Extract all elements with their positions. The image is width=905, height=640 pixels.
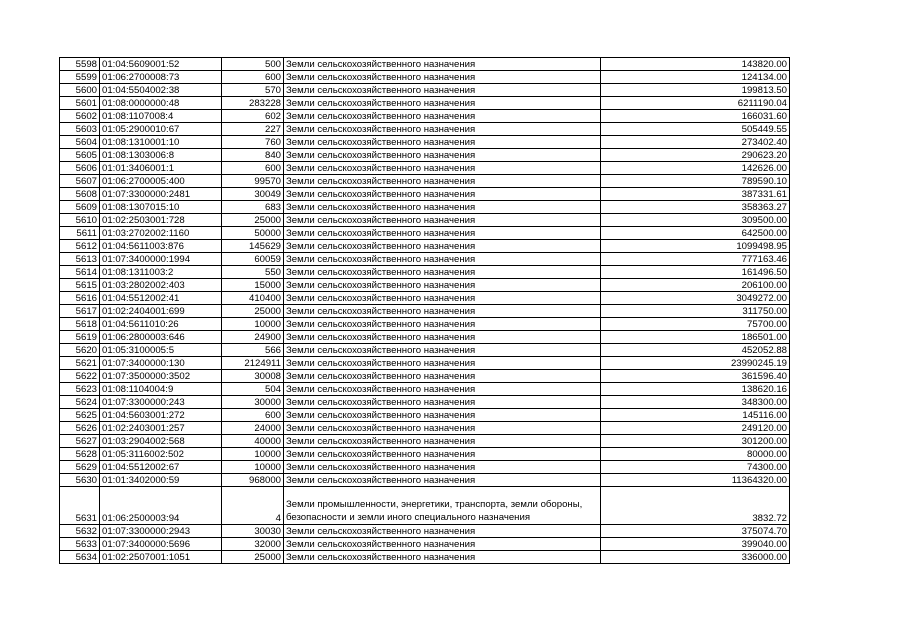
row-number-cell: 5614 bbox=[60, 266, 100, 279]
table-row bbox=[60, 461, 790, 474]
area-cell: 25000 bbox=[222, 305, 284, 318]
table-row bbox=[60, 227, 790, 240]
table-row bbox=[60, 331, 790, 344]
land-category-cell: Земли сельскохозяйственного назначения bbox=[284, 292, 601, 305]
table-row bbox=[60, 84, 790, 97]
area-cell: 25000 bbox=[222, 214, 284, 227]
land-category-cell: Земли сельскохозяйственного назначения bbox=[284, 266, 601, 279]
row-number-cell: 5605 bbox=[60, 149, 100, 162]
cadastral-number-cell: 01:07:3400000:130 bbox=[100, 357, 222, 370]
cadastral-value-cell: 642500.00 bbox=[601, 227, 790, 240]
land-category-cell: Земли сельскохозяйственного назначения bbox=[284, 525, 601, 538]
row-number-cell: 5600 bbox=[60, 84, 100, 97]
row-number-cell: 5633 bbox=[60, 538, 100, 551]
cadastral-value-cell: 74300.00 bbox=[601, 461, 790, 474]
land-category-cell: Земли сельскохозяйственного назначения bbox=[284, 305, 601, 318]
area-cell: 600 bbox=[222, 71, 284, 84]
cadastral-number-cell: 01:04:5512002:41 bbox=[100, 292, 222, 305]
land-category-cell: Земли сельскохозяйственного назначения bbox=[284, 370, 601, 383]
table-row bbox=[60, 538, 790, 551]
cadastral-value-cell: 142626.00 bbox=[601, 162, 790, 175]
area-cell: 600 bbox=[222, 162, 284, 175]
land-category-cell: Земли сельскохозяйственного назначения bbox=[284, 253, 601, 266]
area-cell: 500 bbox=[222, 58, 284, 71]
land-category-cell: Земли сельскохозяйственного назначения bbox=[284, 175, 601, 188]
row-number-cell: 5609 bbox=[60, 201, 100, 214]
land-category-cell: Земли сельскохозяйственного назначения bbox=[284, 422, 601, 435]
area-cell: 504 bbox=[222, 383, 284, 396]
table-row bbox=[60, 305, 790, 318]
row-number-cell: 5625 bbox=[60, 409, 100, 422]
cadastral-number-cell: 01:04:5504002:38 bbox=[100, 84, 222, 97]
cadastral-number-cell: 01:08:1307015:10 bbox=[100, 201, 222, 214]
table-row bbox=[60, 383, 790, 396]
cadastral-number-cell: 01:07:3400000:5696 bbox=[100, 538, 222, 551]
row-number-cell: 5617 bbox=[60, 305, 100, 318]
cadastral-value-cell: 777163.46 bbox=[601, 253, 790, 266]
area-cell: 968000 bbox=[222, 474, 284, 487]
cadastral-value-cell: 11364320.00 bbox=[601, 474, 790, 487]
cadastral-value-cell: 3049272.00 bbox=[601, 292, 790, 305]
table-row bbox=[60, 149, 790, 162]
area-cell: 30049 bbox=[222, 188, 284, 201]
table-row bbox=[60, 487, 790, 525]
table-row bbox=[60, 214, 790, 227]
table-row bbox=[60, 344, 790, 357]
cadastral-value-cell: 186501.00 bbox=[601, 331, 790, 344]
table-row bbox=[60, 201, 790, 214]
table-row bbox=[60, 525, 790, 538]
table-body bbox=[60, 58, 790, 564]
row-number-cell: 5618 bbox=[60, 318, 100, 331]
cadastral-value-cell: 143820.00 bbox=[601, 58, 790, 71]
row-number-cell: 5628 bbox=[60, 448, 100, 461]
land-category-cell: Земли промышленности, энергетики, транспорта, земли обороны, безопасности и земли иного специального назначения bbox=[284, 487, 601, 525]
cadastral-number-cell: 01:06:2700005:400 bbox=[100, 175, 222, 188]
cadastral-number-cell: 01:08:0000000:48 bbox=[100, 97, 222, 110]
row-number-cell: 5603 bbox=[60, 123, 100, 136]
cadastral-number-cell: 01:02:2403001:257 bbox=[100, 422, 222, 435]
cadastral-number-cell: 01:01:3402000:59 bbox=[100, 474, 222, 487]
table-row bbox=[60, 409, 790, 422]
row-number-cell: 5619 bbox=[60, 331, 100, 344]
cadastral-number-cell: 01:04:5512002:67 bbox=[100, 461, 222, 474]
cadastral-value-cell: 452052.88 bbox=[601, 344, 790, 357]
table-row bbox=[60, 136, 790, 149]
cadastral-number-cell: 01:07:3300000:2943 bbox=[100, 525, 222, 538]
area-cell: 2124911 bbox=[222, 357, 284, 370]
table-row bbox=[60, 188, 790, 201]
row-number-cell: 5612 bbox=[60, 240, 100, 253]
land-category-cell: Земли сельскохозяйственного назначения bbox=[284, 448, 601, 461]
row-number-cell: 5602 bbox=[60, 110, 100, 123]
cadastral-number-cell: 01:03:2802002:403 bbox=[100, 279, 222, 292]
cadastral-value-cell: 1099498.95 bbox=[601, 240, 790, 253]
area-cell: 30008 bbox=[222, 370, 284, 383]
table-row bbox=[60, 551, 790, 564]
cadastral-number-cell: 01:04:5611003:876 bbox=[100, 240, 222, 253]
cadastral-value-cell: 75700.00 bbox=[601, 318, 790, 331]
cadastral-value-cell: 399040.00 bbox=[601, 538, 790, 551]
cadastral-number-cell: 01:07:3500000:3502 bbox=[100, 370, 222, 383]
land-category-cell: Земли сельскохозяйственного назначения bbox=[284, 123, 601, 136]
table-row bbox=[60, 175, 790, 188]
table-row bbox=[60, 357, 790, 370]
area-cell: 283228 bbox=[222, 97, 284, 110]
cadastral-value-cell: 161496.50 bbox=[601, 266, 790, 279]
row-number-cell: 5610 bbox=[60, 214, 100, 227]
row-number-cell: 5634 bbox=[60, 551, 100, 564]
cadastral-number-cell: 01:01:3406001:1 bbox=[100, 162, 222, 175]
cadastral-number-cell: 01:04:5609001:52 bbox=[100, 58, 222, 71]
cadastral-value-cell: 249120.00 bbox=[601, 422, 790, 435]
land-category-cell: Земли сельскохозяйственного назначения bbox=[284, 474, 601, 487]
cadastral-value-cell: 358363.27 bbox=[601, 201, 790, 214]
table-row bbox=[60, 110, 790, 123]
cadastral-number-cell: 01:08:1107008:4 bbox=[100, 110, 222, 123]
cadastral-number-cell: 01:07:3400000:1994 bbox=[100, 253, 222, 266]
cadastral-value-cell: 311750.00 bbox=[601, 305, 790, 318]
cadastral-number-cell: 01:02:2507001:1051 bbox=[100, 551, 222, 564]
table-row bbox=[60, 71, 790, 84]
land-category-cell: Земли сельскохозяйственного назначения bbox=[284, 409, 601, 422]
row-number-cell: 5623 bbox=[60, 383, 100, 396]
area-cell: 30030 bbox=[222, 525, 284, 538]
area-cell: 227 bbox=[222, 123, 284, 136]
land-category-cell: Земли сельскохозяйственного назначения bbox=[284, 136, 601, 149]
area-cell: 99570 bbox=[222, 175, 284, 188]
cadastral-number-cell: 01:08:1303006:8 bbox=[100, 149, 222, 162]
area-cell: 50000 bbox=[222, 227, 284, 240]
cadastral-value-cell: 166031.60 bbox=[601, 110, 790, 123]
row-number-cell: 5624 bbox=[60, 396, 100, 409]
row-number-cell: 5601 bbox=[60, 97, 100, 110]
cadastral-number-cell: 01:02:2404001:699 bbox=[100, 305, 222, 318]
table-row bbox=[60, 162, 790, 175]
row-number-cell: 5613 bbox=[60, 253, 100, 266]
cadastral-value-cell: 199813.50 bbox=[601, 84, 790, 97]
area-cell: 760 bbox=[222, 136, 284, 149]
table-row bbox=[60, 240, 790, 253]
cadastral-value-cell: 290623.20 bbox=[601, 149, 790, 162]
cadastral-value-cell: 145116.00 bbox=[601, 409, 790, 422]
cadastral-number-cell: 01:08:1104004:9 bbox=[100, 383, 222, 396]
table-row bbox=[60, 448, 790, 461]
row-number-cell: 5627 bbox=[60, 435, 100, 448]
cadastral-value-cell: 387331.61 bbox=[601, 188, 790, 201]
area-cell: 570 bbox=[222, 84, 284, 97]
table-row bbox=[60, 370, 790, 383]
row-number-cell: 5622 bbox=[60, 370, 100, 383]
row-number-cell: 5620 bbox=[60, 344, 100, 357]
land-category-cell: Земли сельскохозяйственного назначения bbox=[284, 214, 601, 227]
cadastral-number-cell: 01:06:2500003:94 bbox=[100, 487, 222, 525]
row-number-cell: 5632 bbox=[60, 525, 100, 538]
table-row bbox=[60, 97, 790, 110]
cadastral-number-cell: 01:05:3100005:5 bbox=[100, 344, 222, 357]
cadastral-number-cell: 01:04:5611010:26 bbox=[100, 318, 222, 331]
table-row bbox=[60, 266, 790, 279]
table-row bbox=[60, 58, 790, 71]
land-category-cell: Земли сельскохозяйственного назначения bbox=[284, 110, 601, 123]
land-category-cell: Земли сельскохозяйственного назначения bbox=[284, 538, 601, 551]
row-number-cell: 5599 bbox=[60, 71, 100, 84]
area-cell: 600 bbox=[222, 409, 284, 422]
area-cell: 32000 bbox=[222, 538, 284, 551]
land-category-cell: Земли сельскохозяйственного назначения bbox=[284, 383, 601, 396]
row-number-cell: 5608 bbox=[60, 188, 100, 201]
land-category-cell: Земли сельскохозяйственного назначения bbox=[284, 227, 601, 240]
cadastral-number-cell: 01:03:2904002:568 bbox=[100, 435, 222, 448]
land-category-cell: Земли сельскохозяйственного назначения bbox=[284, 84, 601, 97]
area-cell: 145629 bbox=[222, 240, 284, 253]
table-row bbox=[60, 253, 790, 266]
land-category-cell: Земли сельскохозяйственного назначения bbox=[284, 461, 601, 474]
row-number-cell: 5626 bbox=[60, 422, 100, 435]
land-category-cell: Земли сельскохозяйственного назначения bbox=[284, 162, 601, 175]
cadastral-value-cell: 348300.00 bbox=[601, 396, 790, 409]
table-row bbox=[60, 474, 790, 487]
area-cell: 40000 bbox=[222, 435, 284, 448]
area-cell: 60059 bbox=[222, 253, 284, 266]
cadastral-value-cell: 273402.40 bbox=[601, 136, 790, 149]
land-category-cell: Земли сельскохозяйственного назначения bbox=[284, 71, 601, 84]
land-category-cell: Земли сельскохозяйственного назначения bbox=[284, 240, 601, 253]
area-cell: 10000 bbox=[222, 461, 284, 474]
land-category-cell: Земли сельскохозяйственного назначения bbox=[284, 97, 601, 110]
land-category-cell: Земли сельскохозяйственного назначения bbox=[284, 201, 601, 214]
table-row bbox=[60, 279, 790, 292]
cadastral-number-cell: 01:02:2503001:728 bbox=[100, 214, 222, 227]
cadastral-value-cell: 301200.00 bbox=[601, 435, 790, 448]
area-cell: 550 bbox=[222, 266, 284, 279]
land-category-cell: Земли сельскохозяйственного назначения bbox=[284, 357, 601, 370]
land-category-cell: Земли сельскохозяйственного назначения bbox=[284, 396, 601, 409]
table-row bbox=[60, 123, 790, 136]
cadastral-value-cell: 336000.00 bbox=[601, 551, 790, 564]
area-cell: 24900 bbox=[222, 331, 284, 344]
land-category-cell: Земли сельскохозяйственного назначения bbox=[284, 435, 601, 448]
table-row bbox=[60, 396, 790, 409]
cadastral-number-cell: 01:07:3300000:243 bbox=[100, 396, 222, 409]
land-category-cell: Земли сельскохозяйственного назначения bbox=[284, 58, 601, 71]
area-cell: 10000 bbox=[222, 448, 284, 461]
table-row bbox=[60, 318, 790, 331]
area-cell: 25000 bbox=[222, 551, 284, 564]
land-category-cell: Земли сельскохозяйственного назначения bbox=[284, 318, 601, 331]
area-cell: 30000 bbox=[222, 396, 284, 409]
table-row bbox=[60, 292, 790, 305]
cadastral-number-cell: 01:03:2702002:1160 bbox=[100, 227, 222, 240]
row-number-cell: 5631 bbox=[60, 487, 100, 525]
table-row bbox=[60, 422, 790, 435]
area-cell: 683 bbox=[222, 201, 284, 214]
row-number-cell: 5611 bbox=[60, 227, 100, 240]
area-cell: 840 bbox=[222, 149, 284, 162]
row-number-cell: 5598 bbox=[60, 58, 100, 71]
cadastral-value-cell: 80000.00 bbox=[601, 448, 790, 461]
area-cell: 410400 bbox=[222, 292, 284, 305]
row-number-cell: 5606 bbox=[60, 162, 100, 175]
cadastral-number-cell: 01:06:2800003:646 bbox=[100, 331, 222, 344]
row-number-cell: 5604 bbox=[60, 136, 100, 149]
area-cell: 566 bbox=[222, 344, 284, 357]
area-cell: 24000 bbox=[222, 422, 284, 435]
area-cell: 602 bbox=[222, 110, 284, 123]
area-cell: 15000 bbox=[222, 279, 284, 292]
row-number-cell: 5630 bbox=[60, 474, 100, 487]
cadastral-value-cell: 23990245.19 bbox=[601, 357, 790, 370]
table-row bbox=[60, 435, 790, 448]
land-category-cell: Земли сельскохозяйственного назначения bbox=[284, 279, 601, 292]
land-category-cell: Земли сельскохозяйственного назначения bbox=[284, 331, 601, 344]
cadastral-value-cell: 3832.72 bbox=[601, 487, 790, 525]
cadastral-value-cell: 309500.00 bbox=[601, 214, 790, 227]
cadastral-value-cell: 138620.16 bbox=[601, 383, 790, 396]
cadastral-value-cell: 375074.70 bbox=[601, 525, 790, 538]
cadastral-number-cell: 01:08:1311003:2 bbox=[100, 266, 222, 279]
cadastral-value-cell: 206100.00 bbox=[601, 279, 790, 292]
cadastral-value-cell: 124134.00 bbox=[601, 71, 790, 84]
land-category-cell: Земли сельскохозяйственного назначения bbox=[284, 551, 601, 564]
cadastral-value-cell: 361596.40 bbox=[601, 370, 790, 383]
cadastral-value-cell: 6211190.04 bbox=[601, 97, 790, 110]
cadastral-value-cell: 505449.55 bbox=[601, 123, 790, 136]
cadastral-number-cell: 01:06:2700008:73 bbox=[100, 71, 222, 84]
land-category-cell: Земли сельскохозяйственного назначения bbox=[284, 149, 601, 162]
land-category-cell: Земли сельскохозяйственного назначения bbox=[284, 188, 601, 201]
cadastral-number-cell: 01:08:1310001:10 bbox=[100, 136, 222, 149]
area-cell: 4 bbox=[222, 487, 284, 525]
area-cell: 10000 bbox=[222, 318, 284, 331]
row-number-cell: 5607 bbox=[60, 175, 100, 188]
row-number-cell: 5615 bbox=[60, 279, 100, 292]
land-category-cell: Земли сельскохозяйственного назначения bbox=[284, 344, 601, 357]
land-parcels-table bbox=[59, 57, 790, 564]
row-number-cell: 5629 bbox=[60, 461, 100, 474]
cadastral-number-cell: 01:05:2900010:67 bbox=[100, 123, 222, 136]
row-number-cell: 5616 bbox=[60, 292, 100, 305]
cadastral-number-cell: 01:04:5603001:272 bbox=[100, 409, 222, 422]
cadastral-number-cell: 01:07:3300000:2481 bbox=[100, 188, 222, 201]
cadastral-number-cell: 01:05:3116002:502 bbox=[100, 448, 222, 461]
cadastral-value-cell: 789590.10 bbox=[601, 175, 790, 188]
row-number-cell: 5621 bbox=[60, 357, 100, 370]
